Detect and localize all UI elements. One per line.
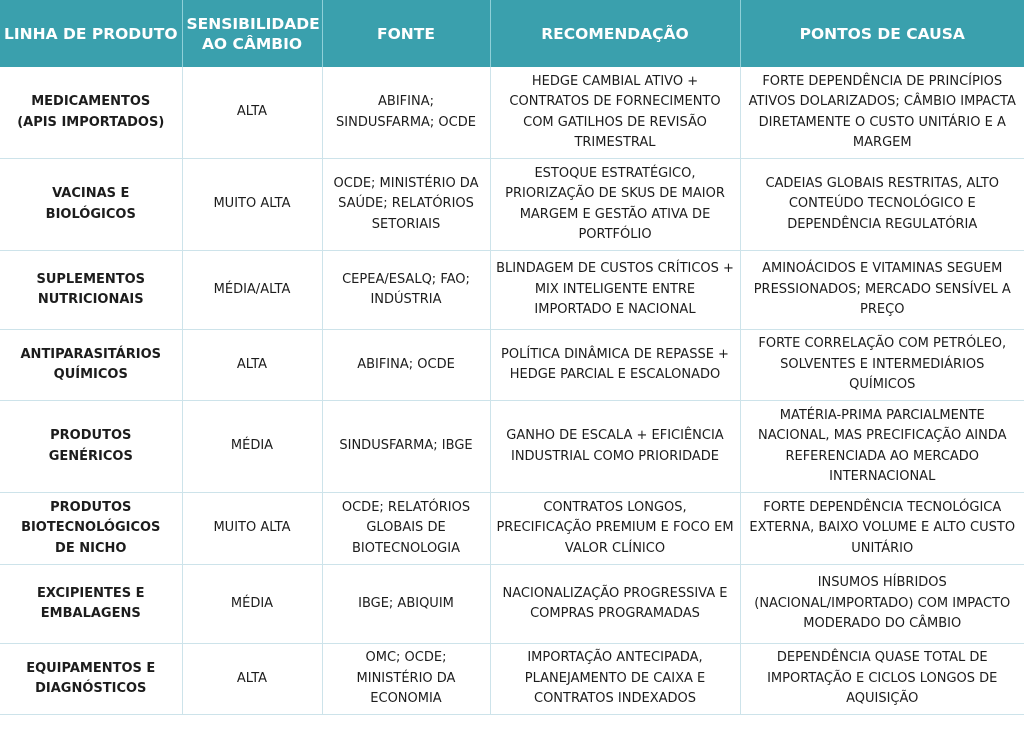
cell-causa: DEPENDÊNCIA QUASE TOTAL DE IMPORTAÇÃO E CICLOS LONGOS DE AQUISIÇÃO	[740, 644, 1024, 715]
cell-sensibilidade: ALTA	[182, 644, 322, 715]
cell-sensibilidade: MÉDIA/ALTA	[182, 251, 322, 330]
cell-causa: INSUMOS HÍBRIDOS (NACIONAL/IMPORTADO) COM IMPACTO MODERADO DO CÂMBIO	[740, 565, 1024, 644]
cell-recomendacao: BLINDAGEM DE CUSTOS CRÍTICOS + MIX INTELIGENTE ENTRE IMPORTADO E NACIONAL	[490, 251, 740, 330]
cell-fonte: OCDE; RELATÓRIOS GLOBAIS DE BIOTECNOLOGIA	[322, 493, 490, 565]
cell-fonte: OMC; OCDE; MINISTÉRIO DA ECONOMIA	[322, 644, 490, 715]
table-row	[0, 159, 1024, 251]
cell-produto: VACINAS E BIOLÓGICOS	[0, 159, 182, 251]
table-header	[0, 0, 1024, 67]
cell-fonte: OCDE; MINISTÉRIO DA SAÚDE; RELATÓRIOS SETORIAIS	[322, 159, 490, 251]
cell-recomendacao: ESTOQUE ESTRATÉGICO, PRIORIZAÇÃO DE SKUS DE MAIOR MARGEM E GESTÃO ATIVA DE PORTFÓLIO	[490, 159, 740, 251]
cell-sensibilidade: MUITO ALTA	[182, 493, 322, 565]
cell-recomendacao: HEDGE CAMBIAL ATIVO + CONTRATOS DE FORNECIMENTO COM GATILHOS DE REVISÃO TRIMESTRAL	[490, 67, 740, 159]
header-row	[0, 0, 1024, 67]
table-row	[0, 330, 1024, 401]
cell-causa: CADEIAS GLOBAIS RESTRITAS, ALTO CONTEÚDO TECNOLÓGICO E DEPENDÊNCIA REGULATÓRIA	[740, 159, 1024, 251]
cell-fonte: IBGE; ABIQUIM	[322, 565, 490, 644]
cell-causa: FORTE DEPENDÊNCIA TECNOLÓGICA EXTERNA, BAIXO VOLUME E ALTO CUSTO UNITÁRIO	[740, 493, 1024, 565]
cell-recomendacao: IMPORTAÇÃO ANTECIPADA, PLANEJAMENTO DE CAIXA E CONTRATOS INDEXADOS	[490, 644, 740, 715]
cell-sensibilidade: ALTA	[182, 67, 322, 159]
cell-fonte: CEPEA/ESALQ; FAO; INDÚSTRIA	[322, 251, 490, 330]
cell-produto: EQUIPAMENTOS E DIAGNÓSTICOS	[0, 644, 182, 715]
table-row	[0, 493, 1024, 565]
cell-recomendacao: NACIONALIZAÇÃO PROGRESSIVA E COMPRAS PROGRAMADAS	[490, 565, 740, 644]
cell-causa: AMINOÁCIDOS E VITAMINAS SEGUEM PRESSIONADOS; MERCADO SENSÍVEL A PREÇO	[740, 251, 1024, 330]
table-row	[0, 67, 1024, 159]
cell-causa: FORTE CORRELAÇÃO COM PETRÓLEO, SOLVENTES E INTERMEDIÁRIOS QUÍMICOS	[740, 330, 1024, 401]
cell-produto: EXCIPIENTES E EMBALAGENS	[0, 565, 182, 644]
cell-recomendacao: POLÍTICA DINÂMICA DE REPASSE + HEDGE PARCIAL E ESCALONADO	[490, 330, 740, 401]
table-row	[0, 401, 1024, 493]
cell-sensibilidade: ALTA	[182, 330, 322, 401]
cell-produto: PRODUTOS BIOTECNOLÓGICOS DE NICHO	[0, 493, 182, 565]
table-row	[0, 565, 1024, 644]
cell-causa: MATÉRIA-PRIMA PARCIALMENTE NACIONAL, MAS PRECIFICAÇÃO AINDA REFERENCIADA AO MERCADO INTERNACIONAL	[740, 401, 1024, 493]
cell-fonte: SINDUSFARMA; IBGE	[322, 401, 490, 493]
header-produto: LINHA DE PRODUTO	[0, 0, 182, 67]
cell-sensibilidade: MÉDIA	[182, 565, 322, 644]
header-sensibilidade: SENSIBILIDADE AO CÂMBIO	[182, 0, 322, 67]
cell-produto: SUPLEMENTOS NUTRICIONAIS	[0, 251, 182, 330]
cell-sensibilidade: MUITO ALTA	[182, 159, 322, 251]
cell-recomendacao: GANHO DE ESCALA + EFICIÊNCIA INDUSTRIAL COMO PRIORIDADE	[490, 401, 740, 493]
cell-produto: MEDICAMENTOS (APIS IMPORTADOS)	[0, 67, 182, 159]
cell-produto: ANTIPARASITÁRIOS QUÍMICOS	[0, 330, 182, 401]
header-causa: PONTOS DE CAUSA	[740, 0, 1024, 67]
cell-recomendacao: CONTRATOS LONGOS, PRECIFICAÇÃO PREMIUM E FOCO EM VALOR CLÍNICO	[490, 493, 740, 565]
cell-produto: PRODUTOS GENÉRICOS	[0, 401, 182, 493]
header-fonte: FONTE	[322, 0, 490, 67]
cell-fonte: ABIFINA; OCDE	[322, 330, 490, 401]
table-row	[0, 251, 1024, 330]
cell-sensibilidade: MÉDIA	[182, 401, 322, 493]
table-body	[0, 67, 1024, 715]
table-row	[0, 644, 1024, 715]
cell-fonte: ABIFINA; SINDUSFARMA; OCDE	[322, 67, 490, 159]
header-recomendacao: RECOMENDAÇÃO	[490, 0, 740, 67]
cell-causa: FORTE DEPENDÊNCIA DE PRINCÍPIOS ATIVOS DOLARIZADOS; CÂMBIO IMPACTA DIRETAMENTE O CUSTO UNITÁRIO E A MARGEM	[740, 67, 1024, 159]
